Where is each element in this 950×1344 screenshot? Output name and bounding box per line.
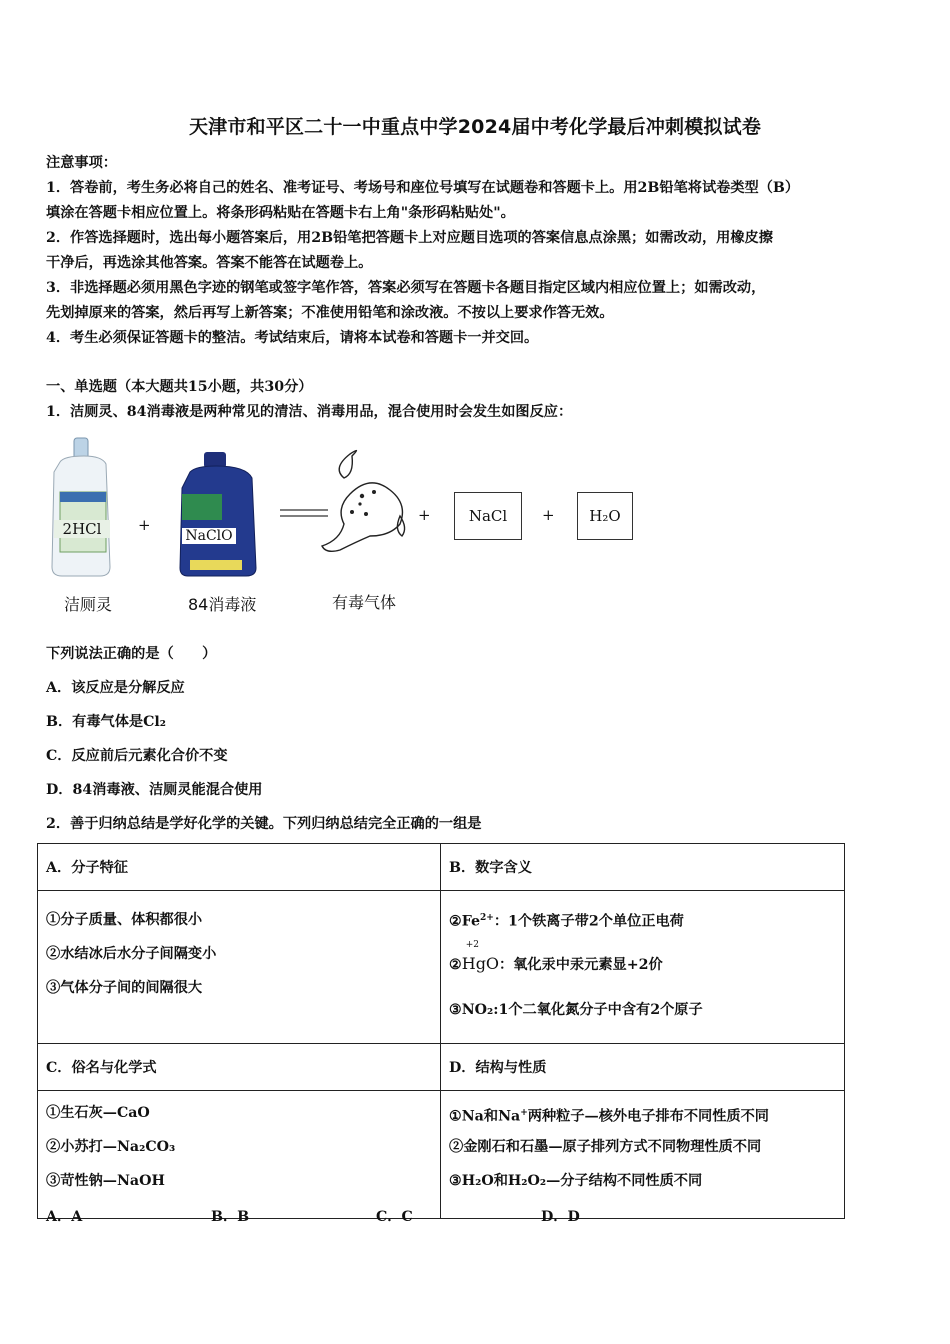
list-item: ②金刚石和石墨—原子排列方式不同物理性质不同 — [449, 1139, 762, 1155]
notes-line: 4．考生必须保证答题卡的整洁。考试结束后，请将本试卷和答题卡一并交回。 — [46, 330, 539, 346]
list-item: ①Na和Na+两种粒子—核外电子排布不同性质不同 — [449, 1108, 769, 1125]
notes-line: 先划掉原来的答案，然后再写上新答案；不准使用铅笔和涂改液。不按以上要求作答无效。 — [46, 305, 614, 321]
summary-table — [37, 843, 845, 1219]
list-item: ①生石灰—CaO — [46, 1105, 150, 1121]
plus-sign: + — [418, 506, 431, 524]
question-1-stem: 1．洁厕灵、84消毒液是两种常见的清洁、消毒用品，混合使用时会发生如图反应： — [46, 404, 573, 420]
option-d: D．84消毒液、洁厕灵能混合使用 — [46, 782, 263, 798]
answer-b: B．B — [211, 1209, 250, 1225]
list-item: ③H₂O和H₂O₂—分子结构不同性质不同 — [449, 1173, 703, 1189]
list-item: ①分子质量、体积都很小 — [46, 912, 203, 928]
cell-a-body — [38, 891, 441, 1044]
toxic-gas-icon — [322, 450, 405, 551]
list-item: ② +2 HgO：氧化汞中汞元素显+2价 — [449, 940, 663, 973]
answer-a: A．A — [46, 1209, 83, 1225]
cell-c-head: C．俗名与化学式 — [38, 1044, 441, 1091]
caption-disinfectant: 84消毒液 — [188, 595, 257, 614]
cell-a-head: A．分子特征 — [38, 844, 441, 891]
list-item: ③气体分子间的间隔很大 — [46, 980, 203, 996]
list-item: ③NO₂:1个二氧化氮分子中含有2个原子 — [449, 1002, 703, 1018]
option-b: B．有毒气体是Cl₂ — [46, 714, 167, 730]
list-item: ②水结冰后水分子间隔变小 — [46, 946, 217, 962]
toilet-cleaner-bottle-icon — [52, 438, 110, 576]
list-item: ②小苏打—Na₂CO₃ — [46, 1139, 176, 1155]
question-1-ask: 下列说法正确的是（ ） — [46, 646, 217, 662]
question-2-stem: 2．善于归纳总结是学好化学的关键。下列归纳总结完全正确的一组是 — [46, 816, 482, 832]
bottle1-label: 2HCl — [54, 520, 110, 538]
section-heading: 一、单选题（本大题共15小题，共30分） — [46, 379, 313, 395]
cell-c-body — [38, 1091, 441, 1219]
page-title: 天津市和平区二十一中重点中学2024届中考化学最后冲刺模拟试卷 — [188, 116, 762, 138]
notes-line: 2．作答选择题时，选出每小题答案后，用2B铅笔把答题卡上对应题目选项的答案信息点涂黑；如需改动，用橡皮擦 — [46, 230, 773, 246]
reaction-figure — [40, 432, 660, 622]
option-a: A．该反应是分解反应 — [46, 680, 185, 696]
option-c: C．反应前后元素化合价不变 — [46, 748, 228, 764]
notes-line: 3．非选择题必须用黑色字迹的钢笔或签字笔作答，答案必须写在答题卡各题目指定区域内相应位置上；如需改动， — [46, 280, 766, 296]
plus-sign: + — [138, 516, 151, 534]
disinfectant-bottle-icon — [180, 452, 256, 576]
notes-heading: 注意事项： — [46, 155, 117, 171]
product-nacl-box: NaCl — [454, 492, 522, 540]
cell-b-body — [441, 891, 845, 1044]
cell-d-head: D．结构与性质 — [441, 1044, 845, 1091]
notes-line: 1．答卷前，考生务必将自己的姓名、准考证号、考场号和座位号填写在试题卷和答题卡上。用2B铅笔将试卷类型（B） — [46, 180, 800, 196]
list-item: $②Fe^{2+}$：1个铁离子带2个单位正电荷 — [449, 913, 684, 930]
answer-c: C．C — [376, 1209, 413, 1225]
cell-b-head: B．数字含义 — [441, 844, 845, 891]
product-water-box: H₂O — [577, 492, 633, 540]
notes-line: 填涂在答题卡相应位置上。将条形码粘贴在答题卡右上角"条形码粘贴处"。 — [46, 205, 515, 221]
list-item: ③苛性钠—NaOH — [46, 1173, 165, 1189]
bottle2-label: NaClO — [182, 528, 236, 544]
cell-d-body — [441, 1091, 845, 1219]
answer-d: D．D — [541, 1209, 580, 1225]
notes-line: 干净后，再选涂其他答案。答案不能答在试题卷上。 — [46, 255, 373, 271]
caption-toilet-cleaner: 洁厕灵 — [64, 595, 113, 614]
plus-sign: + — [542, 506, 555, 524]
caption-toxic-gas: 有毒气体 — [332, 593, 397, 612]
